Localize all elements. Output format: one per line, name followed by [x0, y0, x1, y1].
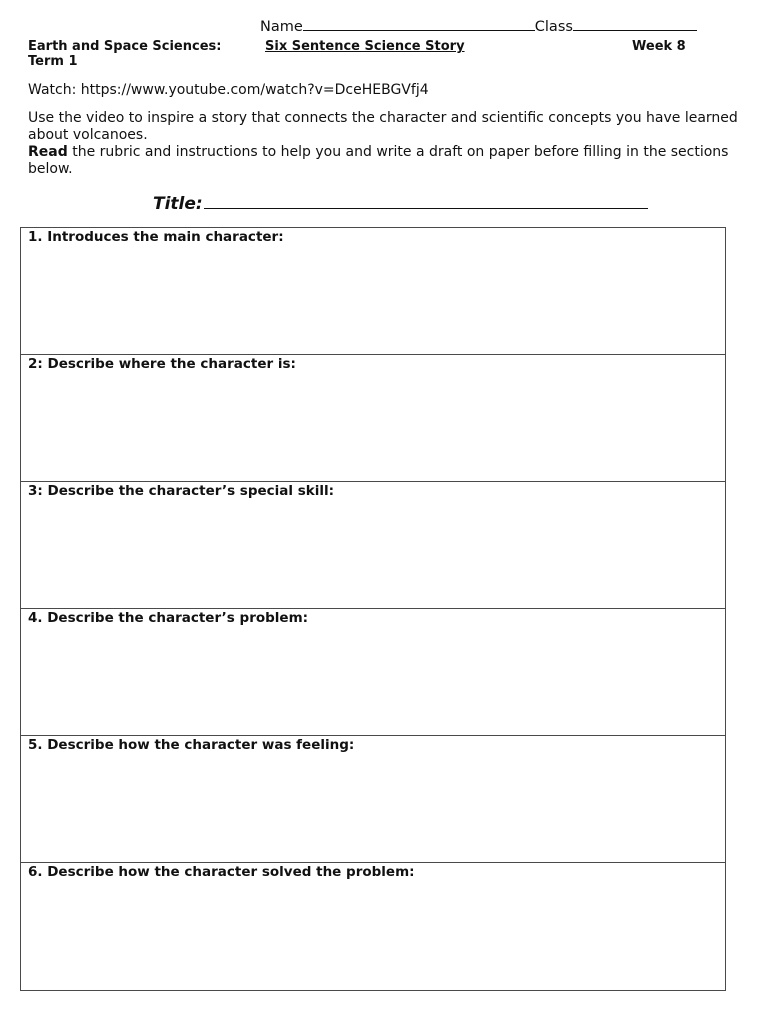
section-6-label: 6. Describe how the character solved the problem: [28, 864, 415, 880]
section-3[interactable] [21, 482, 725, 609]
section-4[interactable] [21, 609, 725, 736]
section-2-label: 2: Describe where the character is: [28, 356, 296, 372]
watch-link-text: Watch: https://www.youtube.com/watch?v=DceHEBGVfj4 [28, 82, 429, 98]
section-3-label: 3: Describe the character’s special skill: [28, 483, 335, 499]
instructions-paragraph-2 [28, 144, 740, 178]
title-label: Title: [153, 194, 203, 214]
story-title: Six Sentence Science Story [265, 39, 465, 54]
subject-line1: Earth and Space Sciences: [28, 39, 222, 54]
name-field[interactable] [303, 16, 535, 31]
section-2[interactable] [21, 355, 725, 482]
read-bold-text: Read [28, 144, 68, 160]
section-5[interactable] [21, 736, 725, 863]
section-1-label: 1. Introduces the main character: [28, 229, 284, 245]
class-label: Class [534, 19, 573, 35]
subject-line2: Term 1 [28, 54, 78, 69]
instructions-paragraph-1: Use the video to inspire a story that connects the character and scientific concepts you have learned about volcanoes. [28, 110, 738, 143]
subject-heading [28, 39, 221, 69]
instructions [28, 110, 740, 178]
class-field[interactable] [573, 16, 697, 31]
instructions-paragraph-2-text: the rubric and instructions to help you and write a draft on paper before filling in the sections below. [28, 144, 729, 177]
title-field[interactable] [204, 190, 648, 209]
story-sections-table [20, 227, 726, 991]
section-5-label: 5. Describe how the character was feeling: [28, 737, 355, 753]
section-1[interactable] [21, 228, 725, 355]
section-6[interactable] [21, 863, 725, 990]
week-label: Week 8 [632, 39, 686, 54]
name-label: Name [260, 19, 303, 35]
name-class-line [260, 16, 697, 35]
section-4-label: 4. Describe the character’s problem: [28, 610, 309, 626]
story-title-row [153, 190, 648, 214]
